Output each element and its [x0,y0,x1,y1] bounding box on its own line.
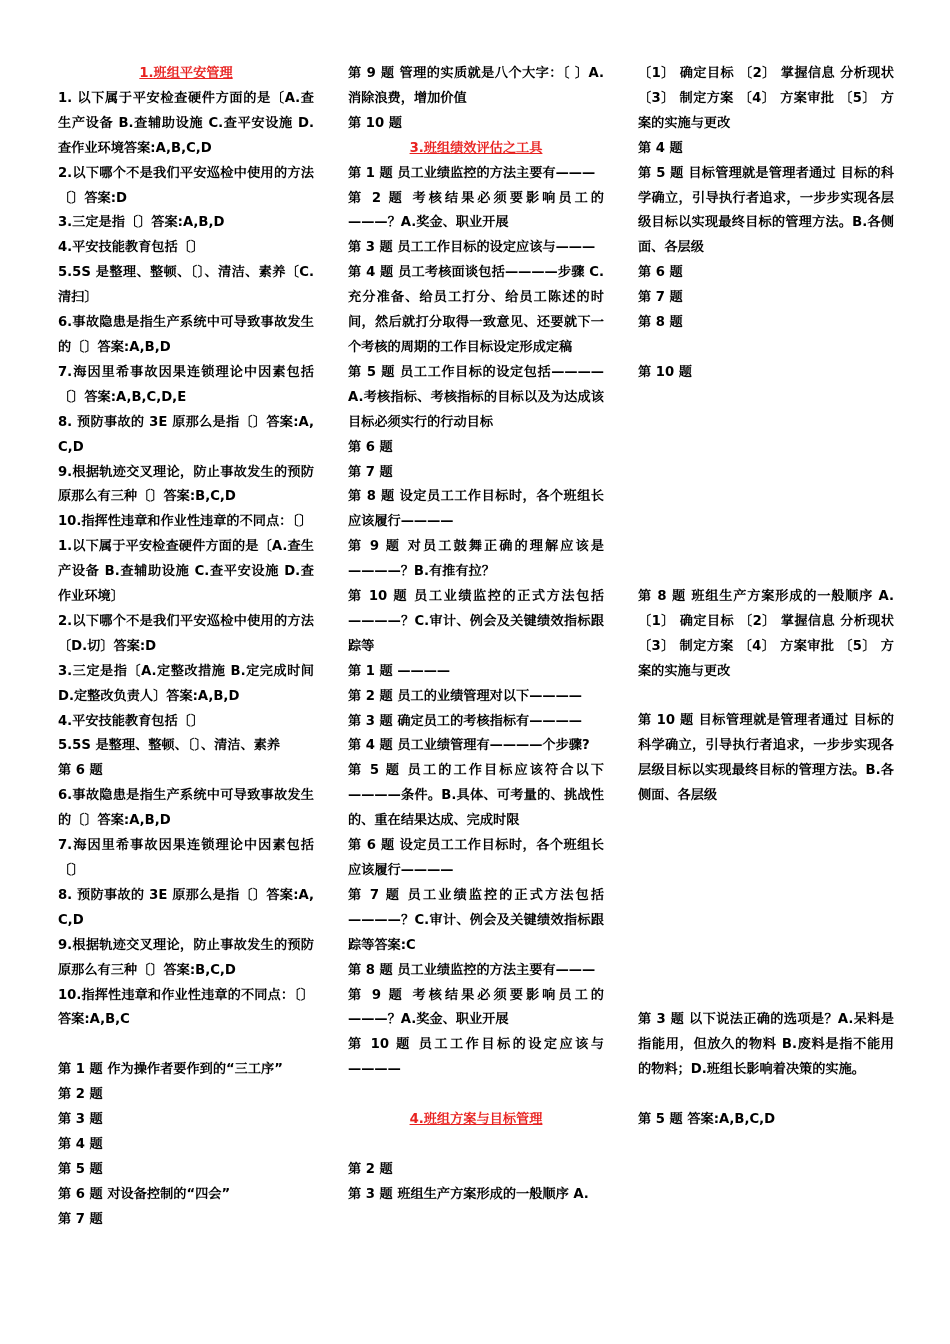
question-item: 第 3 题 以下说法正确的选项是？A.呆料是指能用，但放久的物料 B.废料是指不能用的物料；D.班组长影响着决策的实施。 [638,1012,894,1078]
question-item: 第 6 题 对设备控制的“四会” [58,1186,231,1202]
spacer [348,1083,604,1108]
section-heading-performance: 3.班组绩效评估之工具 [409,140,543,156]
question-item: 第 8 题 员工业绩监控的方法主要有——— [348,962,596,978]
question-item: 8. 预防事故的 3E 原那么是指〔〕答案:A,C,D [58,887,314,928]
question-item: 第 9 题 对员工鼓舞正确的理解应该是————？B.有推有拉？ [348,539,604,580]
column-2 [348,62,604,1208]
question-item: 7.海因里希事故因果连锁理论中因素包括〔〕答案:A,B,C,D,E [58,364,314,405]
question-item: 第 1 题 作为操作者要作到的“三工序” [58,1062,283,1078]
question-item: 2.以下哪个不是我们平安巡检中使用的方法〔〕答案:D [58,165,314,206]
question-item: 10.指挥性违章和作业性违章的不同点：〔〕答案:A,B,C [58,987,314,1028]
question-item: 第 6 题 [638,265,683,281]
question-item: 第 5 题 员工工作目标的设定包括————A.考核指标、考核指标的目标以及为达成该目标必须实行的行动目标 [348,364,604,430]
question-list [58,87,314,1033]
question-item: 8. 预防事故的 3E 原那么是指〔〕答案:A,C,D [58,414,314,455]
question-item: 7.海因里希事故因果连锁理论中因素包括〔〕 [58,838,314,878]
question-item: 〔1〕 确定目标 〔2〕 掌握信息 分析现状 〔3〕 制定方案 〔4〕 方案审批 〔5〕 方案的实施与更改 [638,66,894,131]
column-3 [638,62,894,1133]
question-list [638,62,894,336]
question-item: 第 3 题 [58,1112,103,1128]
question-item: 第 5 题 目标管理就是管理者通过 目标的科学确立，引导执行者追求，一步步实现各层级目标以实现最终目标的管理方法。B.各侧面、各层级 [638,165,894,256]
question-item: 第 10 题 目标管理就是管理者通过 目标的科学确立，引导执行者追求，一步步实现各层级目标以实现最终目标的管理方法。B.各侧面、各层级 [638,713,894,804]
question-item: 第 10 题 [348,115,402,131]
question-item: 第 4 题 员工考核面谈包括————步骤 C.充分准备、给员工打分、给员工陈述的时间，然后就打分取得一致意见、还要就下一个考核的周期的工作目标设定形成定稿 [348,265,604,355]
question-item: 3.三定是指〔A.定整改措施 B.定完成时间 D.定整改负责人〕答案:A,B,D [58,663,314,704]
question-list [638,361,894,386]
question-item: 第 4 题 [638,140,683,156]
question-list [348,62,604,137]
question-item: 5.5S 是整理、整顿、〔〕、清洁、素养 [58,738,281,754]
question-list [638,709,894,809]
question-list [58,1058,314,1232]
question-item: 第 8 题 [638,315,683,331]
question-item: 第 4 题 员工业绩管理有————个步骤? [348,738,590,754]
question-item: 4.平安技能教育包括〔〕 [58,713,205,729]
question-item: 10.指挥性违章和作业性违章的不同点：〔〕 [58,514,313,530]
question-item: 第 5 题 员工的工作目标应该符合以下————条件。B.具体、可考量的、挑战性的、重在结果达成、完成时限 [348,763,604,829]
question-item: 第 7 题 [348,464,393,480]
question-item: 6.事故隐患是指生产系统中可导致事故发生的〔〕答案:A,B,D [58,315,314,355]
question-item: 9.根据轨迹交叉理论，防止事故发生的预防原那么有三种〔〕答案:B,C,D [58,464,314,505]
column-1 [58,62,314,1233]
question-item: 第 2 题 员工的业绩管理对以下———— [348,688,582,704]
spacer [58,1033,314,1058]
question-item: 6.事故隐患是指生产系统中可导致事故发生的〔〕答案:A,B,D [58,788,314,829]
question-list [638,585,894,685]
spacer [638,809,894,1008]
section-heading-plan-goal: 4.班组方案与目标管理 [409,1112,543,1128]
question-item: 第 1 题 员工业绩监控的方法主要有——— [348,165,596,181]
question-item: 第 3 题 班组生产方案形成的一般顺序 A. [348,1186,589,1202]
question-list [348,162,604,1084]
question-item: 第 7 题 员工业绩监控的正式方法包括————？C.审计、例会及关键绩效指标跟踪等答案:C [348,887,604,953]
spacer [638,1083,894,1108]
question-item: 1. 以下属于平安检查硬件方面的是〔A.查生产设备 B.查辅助设施 C.查平安设施 D.查作业环境答案:A,B,C,D [58,90,314,156]
question-item: 第 10 题 员工工作目标的设定应该与———— [348,1037,604,1078]
question-item: 第 2 题 [348,1161,393,1177]
question-item: 第 7 题 [638,290,683,306]
spacer [638,685,894,710]
question-item: 第 3 题 确定员工的考核指标有———— [348,713,582,729]
spacer [638,386,894,585]
question-item: 第 5 题 答案:A,B,C,D [638,1111,776,1127]
section-heading-safety: 1.班组平安管理 [139,66,233,81]
question-item: 第 6 题 [348,439,393,455]
question-item: 1.以下属于平安检查硬件方面的是〔A.查生产设备 B.查辅助设施 C.查平安设施 D.查作业环境〕 [58,539,314,605]
question-item: 第 6 题 设定员工工作目标时，各个班组长应该履行———— [348,838,604,878]
question-item: 9.根据轨迹交叉理论，防止事故发生的预防原那么有三种〔〕答案:B,C,D [58,937,314,978]
question-item: 第 1 题 ———— [348,663,451,679]
question-item: 第 6 题 [58,763,103,779]
question-item: 2.以下哪个不是我们平安巡检中使用的方法〔D.切〕答案:D [58,613,314,654]
question-item: 第 5 题 [58,1161,103,1177]
question-item: 第 7 题 [58,1211,103,1227]
question-item: 第 4 题 [58,1136,103,1152]
question-item: 5.5S 是整理、整顿、〔〕、清洁、素养〔C.清扫〕 [58,265,314,306]
question-item: 4.平安技能教育包括〔〕 [58,240,205,256]
question-item: 第 9 题 管理的实质就是八个大字：〔 〕A.消除浪费，增加价值 [348,66,604,106]
question-list [348,1158,604,1208]
question-item: 第 9 题 考核结果必须要影响员工的———？A.奖金、职业开展 [348,987,604,1028]
question-list [638,1108,894,1133]
question-list [638,1008,894,1083]
question-item: 第 2 题 [58,1087,103,1103]
spacer [348,1133,604,1158]
question-item: 第 8 题 班组生产方案形成的一般顺序 A. 〔1〕 确定目标 〔2〕 掌握信息 分析现状 〔3〕 制定方案 〔4〕 方案审批 〔5〕 方案的实施与更改 [638,588,894,679]
question-item: 第 10 题 [638,364,692,380]
question-item: 第 8 题 设定员工工作目标时，各个班组长应该履行———— [348,489,604,530]
spacer [638,336,894,361]
question-item: 第 3 题 员工工作目标的设定应该与——— [348,240,596,256]
question-item: 第 2 题 考核结果必须要影响员工的———？A.奖金、职业开展 [348,190,604,231]
question-item: 第 10 题 员工业绩监控的正式方法包括————？C.审计、例会及关键绩效指标跟踪等 [348,589,604,654]
question-item: 3.三定是指〔〕答案:A,B,D [58,215,225,231]
